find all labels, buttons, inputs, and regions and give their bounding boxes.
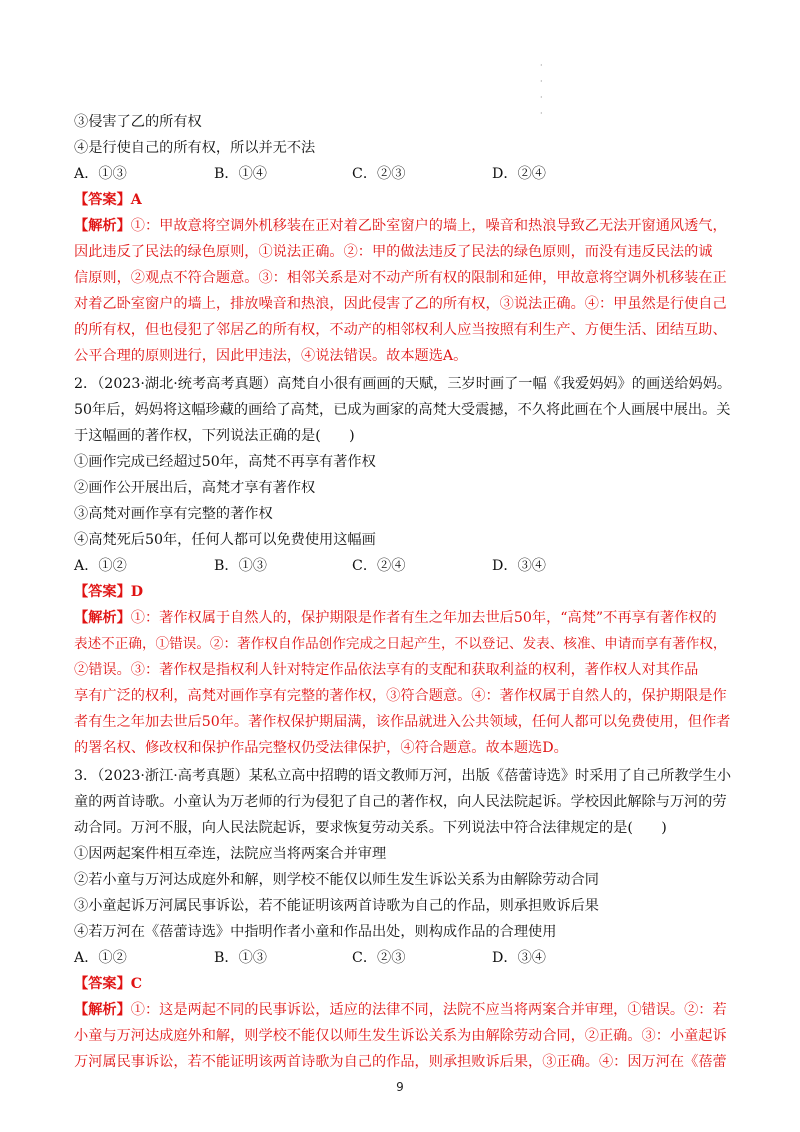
header-dots: · · · · — [540, 61, 543, 118]
answer-value: C — [130, 976, 143, 992]
prev-item-3: ③侵害了乙的所有权 — [74, 114, 202, 130]
analysis-tag: 【解析】 — [74, 610, 131, 626]
q3-option-a: A．①② — [74, 950, 127, 966]
q2-option-c: C．②④ — [352, 558, 406, 574]
q2-analysis-line: ②错误。③：著作权是指权利人针对特定作品依法享有的支配和获取利益的权利，著作权人对其作品 — [74, 662, 699, 678]
q2-option-d: D．③④ — [492, 558, 546, 574]
prev-analysis-line: 对着乙卧室窗户的墙上，排放噪音和热浪，因此侵害了乙的所有权，③说法正确。④：甲虽然是行使自己 — [74, 296, 727, 312]
q2-analysis-line: 表述不正确，①错误。②：著作权自作品创作完成之日起产生，不以登记、发表、核准、申请而享有著作权， — [74, 636, 727, 652]
q3-analysis-line: 小童与万河达成庭外和解，则学校不能仅以师生发生诉讼关系为由解除劳动合同，②正确。③：小童起诉 — [74, 1028, 727, 1044]
prev-option-c: C．②③ — [352, 166, 406, 182]
q2-stem-line: 50年后，妈妈将这幅珍藏的画给了高梵，已成为画家的高梵大受震撼，不久将此画在个人画展中展出。关 — [74, 402, 731, 418]
q2-analysis-line: 的署名权、修改权和保护作品完整权仍受法律保护，④符合题意。故本题选D。 — [74, 740, 568, 756]
page-number: 9 — [396, 1080, 404, 1094]
q2-option-a: A．①② — [74, 558, 127, 574]
q2-analysis-line: 者有生之年加去世后50年。著作权保护期届满，该作品就进入公共领域，任何人都可以免费使用，但作者 — [74, 714, 731, 730]
q2-option-b: B．①③ — [214, 558, 267, 574]
prev-item-4: ④是行使自己的所有权，所以并无不法 — [74, 140, 316, 156]
q3-item: ③小童起诉万河属民事诉讼，若不能证明该两首诗歌为自己的作品，则承担败诉后果 — [74, 898, 599, 914]
prev-analysis-line: 因此违反了民法的绿色原则，①说法正确。②：甲的做法违反了民法的绿色原则，而没有违反民法的诚 — [74, 244, 713, 260]
q2-item: ②画作公开展出后，高梵才享有著作权 — [74, 480, 316, 496]
answer-tag: 【答案】 — [74, 584, 131, 600]
q3-item: ②若小童与万河达成庭外和解，则学校不能仅以师生发生诉讼关系为由解除劳动合同 — [74, 872, 599, 888]
q2-item: ③高梵对画作享有完整的著作权 — [74, 506, 273, 522]
analysis-tag: 【解析】 — [74, 1002, 131, 1018]
prev-analysis-line: 信原则，②观点不符合题意。③：相邻关系是对不动产所有权的限制和延伸，甲故意将空调外机移装在正 — [74, 270, 727, 286]
q3-option-d: D．③④ — [492, 950, 546, 966]
prev-option-a: A．①③ — [74, 166, 127, 182]
q3-analysis-line: 万河属民事诉讼，若不能证明该两首诗歌为自己的作品，则承担败诉后果，③正确。④：因万河在《蓓蕾 — [74, 1054, 727, 1070]
q2-analysis-line: 享有广泛的权利，高梵对画作享有完整的著作权，③符合题意。④：著作权属于自然人的，保护期限是作 — [74, 688, 727, 704]
q2-item: ①画作完成已经超过50年，高梵不再享有著作权 — [74, 454, 376, 470]
answer-tag: 【答案】 — [74, 192, 131, 208]
answer-tag: 【答案】 — [74, 976, 131, 992]
q2-stem-line: 2．（2023·湖北·统考高考真题）高梵自小很有画画的天赋，三岁时画了一幅《我爱妈妈》的画送给妈妈。 — [74, 376, 732, 392]
prev-answer — [74, 190, 734, 210]
answer-value: D — [130, 584, 144, 600]
q3-stem-line: 动合同。万河不服，向人民法院起诉，要求恢复劳动关系。下列说法中符合法律规定的是( ) — [74, 820, 667, 836]
q3-analysis-line: 【解析】①：这是两起不同的民事诉讼，适应的法律不同，法院不应当将两案合并审理，①错误。②：若 — [74, 1002, 727, 1018]
prev-analysis-line: 【解析】①：甲故意将空调外机移装在正对着乙卧室窗户的墙上，噪音和热浪导致乙无法开窗通风透气， — [74, 218, 727, 234]
prev-analysis-line: 的所有权，但也侵犯了邻居乙的所有权，不动产的相邻权利人应当按照有利生产、方便生活、团结互助、 — [74, 322, 727, 338]
q3-stem-line: 3．（2023·浙江·高考真题）某私立高中招聘的语文教师万河，出版《蓓蕾诗选》时采用了自己所教学生小 — [74, 768, 732, 784]
prev-option-d: D．②④ — [492, 166, 546, 182]
answer-value: A — [130, 192, 142, 208]
q2-analysis-line: 【解析】①：著作权属于自然人的，保护期限是作者有生之年加去世后50年，“高梵”不再享有著作权的 — [74, 610, 717, 626]
q2-answer — [74, 582, 734, 602]
prev-analysis-line: 公平合理的原则进行，因此甲违法，④说法错误。故本题选A。 — [74, 348, 468, 364]
q3-option-b: B．①③ — [214, 950, 267, 966]
analysis-tag: 【解析】 — [74, 218, 131, 234]
q2-item: ④高梵死后50年，任何人都可以免费使用这幅画 — [74, 532, 376, 548]
q3-stem-line: 童的两首诗歌。小童认为万老师的行为侵犯了自己的著作权，向人民法院起诉。学校因此解除与万河的劳 — [74, 794, 727, 810]
q2-stem-line: 于这幅画的著作权，下列说法正确的是( ) — [74, 428, 355, 444]
prev-option-b: B．①④ — [214, 166, 267, 182]
q3-option-c: C．②③ — [352, 950, 406, 966]
q3-answer — [74, 974, 734, 994]
q3-item: ①因两起案件相互牵连，法院应当将两案合并审理 — [74, 846, 387, 862]
q3-item: ④若万河在《蓓蕾诗选》中指明作者小童和作品出处，则构成作品的合理使用 — [74, 924, 557, 940]
